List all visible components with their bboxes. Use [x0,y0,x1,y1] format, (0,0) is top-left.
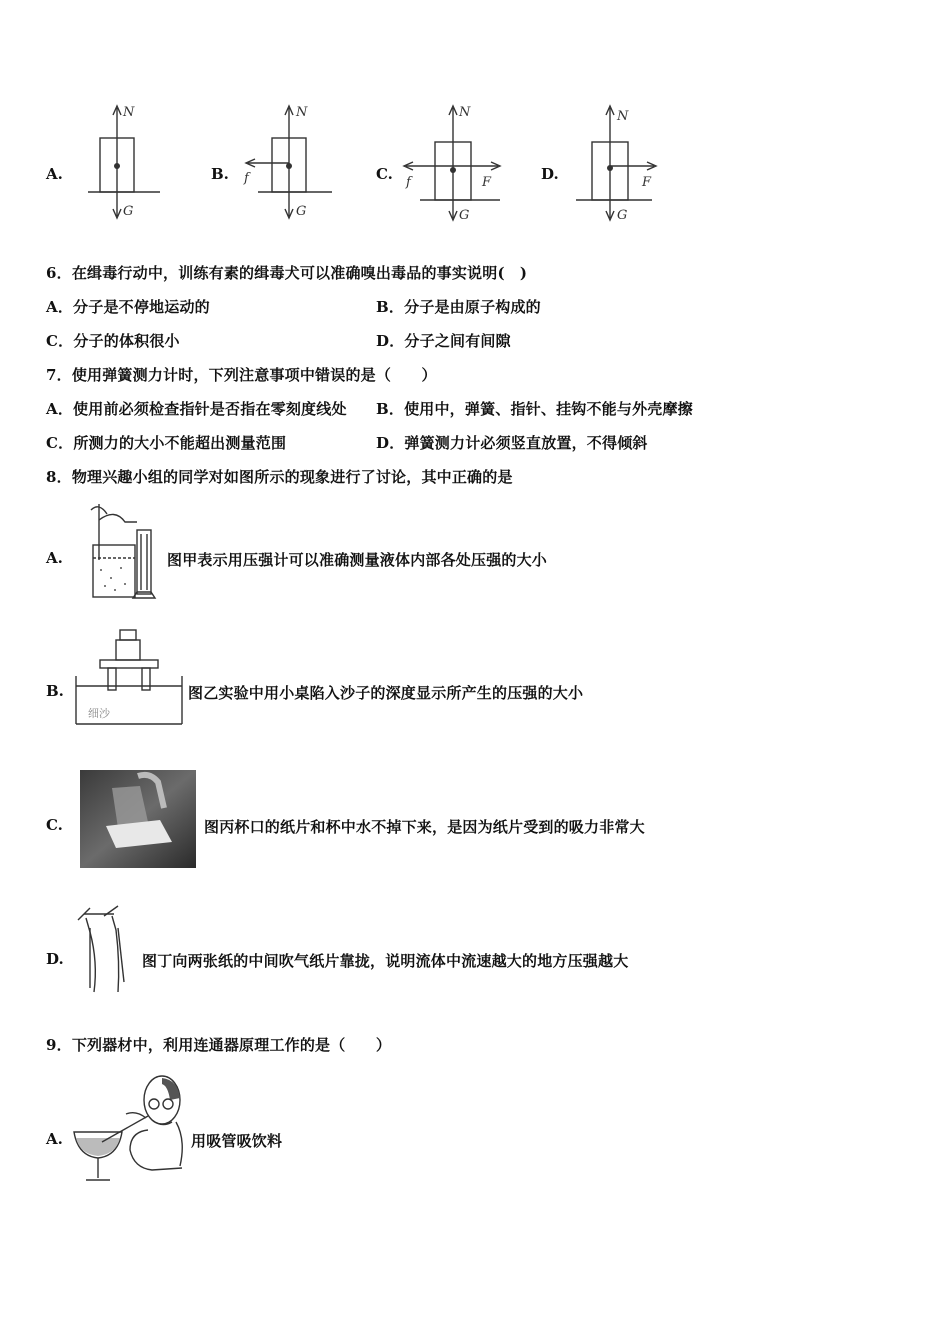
q8-option-c-text: 图丙杯口的纸片和杯中水不掉下来，是因为纸片受到的吸力非常大 [204,818,645,836]
force-g-label: G [123,204,134,219]
q6-option-b: B．分子是由原子构成的 [376,298,541,316]
q8-option-a-label: A. [46,549,63,567]
svg-text:f: f [406,175,411,190]
q8-stem: 8．物理兴趣小组的同学对如图所示的现象进行了讨论，其中正确的是 [46,468,513,486]
q7-option-a: A．使用前必须检查指针是否指在零刻度线处 [46,400,347,418]
svg-text:N: N [459,105,471,120]
q8-option-c-label: C. [46,816,63,834]
q8-option-b-label: B. [46,682,64,700]
svg-text:F: F [642,175,652,190]
q7-option-d: D．弹簧测力计必须竖直放置，不得倾斜 [376,434,648,452]
q9-stem: 9．下列器材中，利用连通器原理工作的是（ ） [46,1036,392,1054]
q5-option-a-diagram [80,100,170,225]
svg-text:G: G [296,204,307,219]
cup-paper-photo [78,768,198,870]
q8-option-d-label: D. [46,950,64,968]
q8-option-d-text: 图丁向两张纸的中间吹气纸片靠拢，说明流体中流速越大的地方压强越大 [142,952,629,970]
man-drinking-straw-figure [72,1070,187,1188]
q5-option-c-diagram [400,100,510,225]
q5-option-d-label: D. [541,165,559,183]
svg-text:N: N [296,105,308,120]
two-papers-figure [74,902,144,997]
svg-text:G: G [459,208,470,223]
q5-option-d-diagram [570,100,670,225]
small-table-sand-figure [70,628,185,728]
q7-stem: 7．使用弹簧测力计时，下列注意事项中错误的是（ ） [46,366,437,384]
q8-option-b-text: 图乙实验中用小桌陷入沙子的深度显示所产生的压强的大小 [188,684,584,702]
sand-label: 细沙 [88,707,110,720]
q6-option-c: C．分子的体积很小 [46,332,180,350]
q5-option-b-diagram [240,100,340,225]
q9-option-a-text: 用吸管吸饮料 [191,1132,283,1150]
force-n-label: N [123,105,135,120]
q5-option-a-label: A. [46,165,63,183]
q6-option-a: A．分子是不停地运动的 [46,298,210,316]
q6-stem: 6．在缉毒行动中，训练有素的缉毒犬可以准确嗅出毒品的事实说明( ) [46,264,528,282]
svg-text:N: N [617,109,629,124]
q7-option-b: B．使用中，弹簧、指针、挂钩不能与外壳摩擦 [376,400,693,418]
q6-option-d: D．分子之间有间隙 [376,332,511,350]
q5-option-b-label: B. [211,165,229,183]
q5-option-c-label: C. [376,165,393,183]
q7-option-c: C．所测力的大小不能超出测量范围 [46,434,287,452]
q9-option-a-label: A. [46,1130,63,1148]
q8-option-a-text: 图甲表示用压强计可以准确测量液体内部各处压强的大小 [167,551,548,569]
svg-text:f: f [244,171,249,186]
svg-text:F: F [482,175,492,190]
pressure-gauge-figure [85,500,165,605]
svg-text:G: G [617,208,628,223]
